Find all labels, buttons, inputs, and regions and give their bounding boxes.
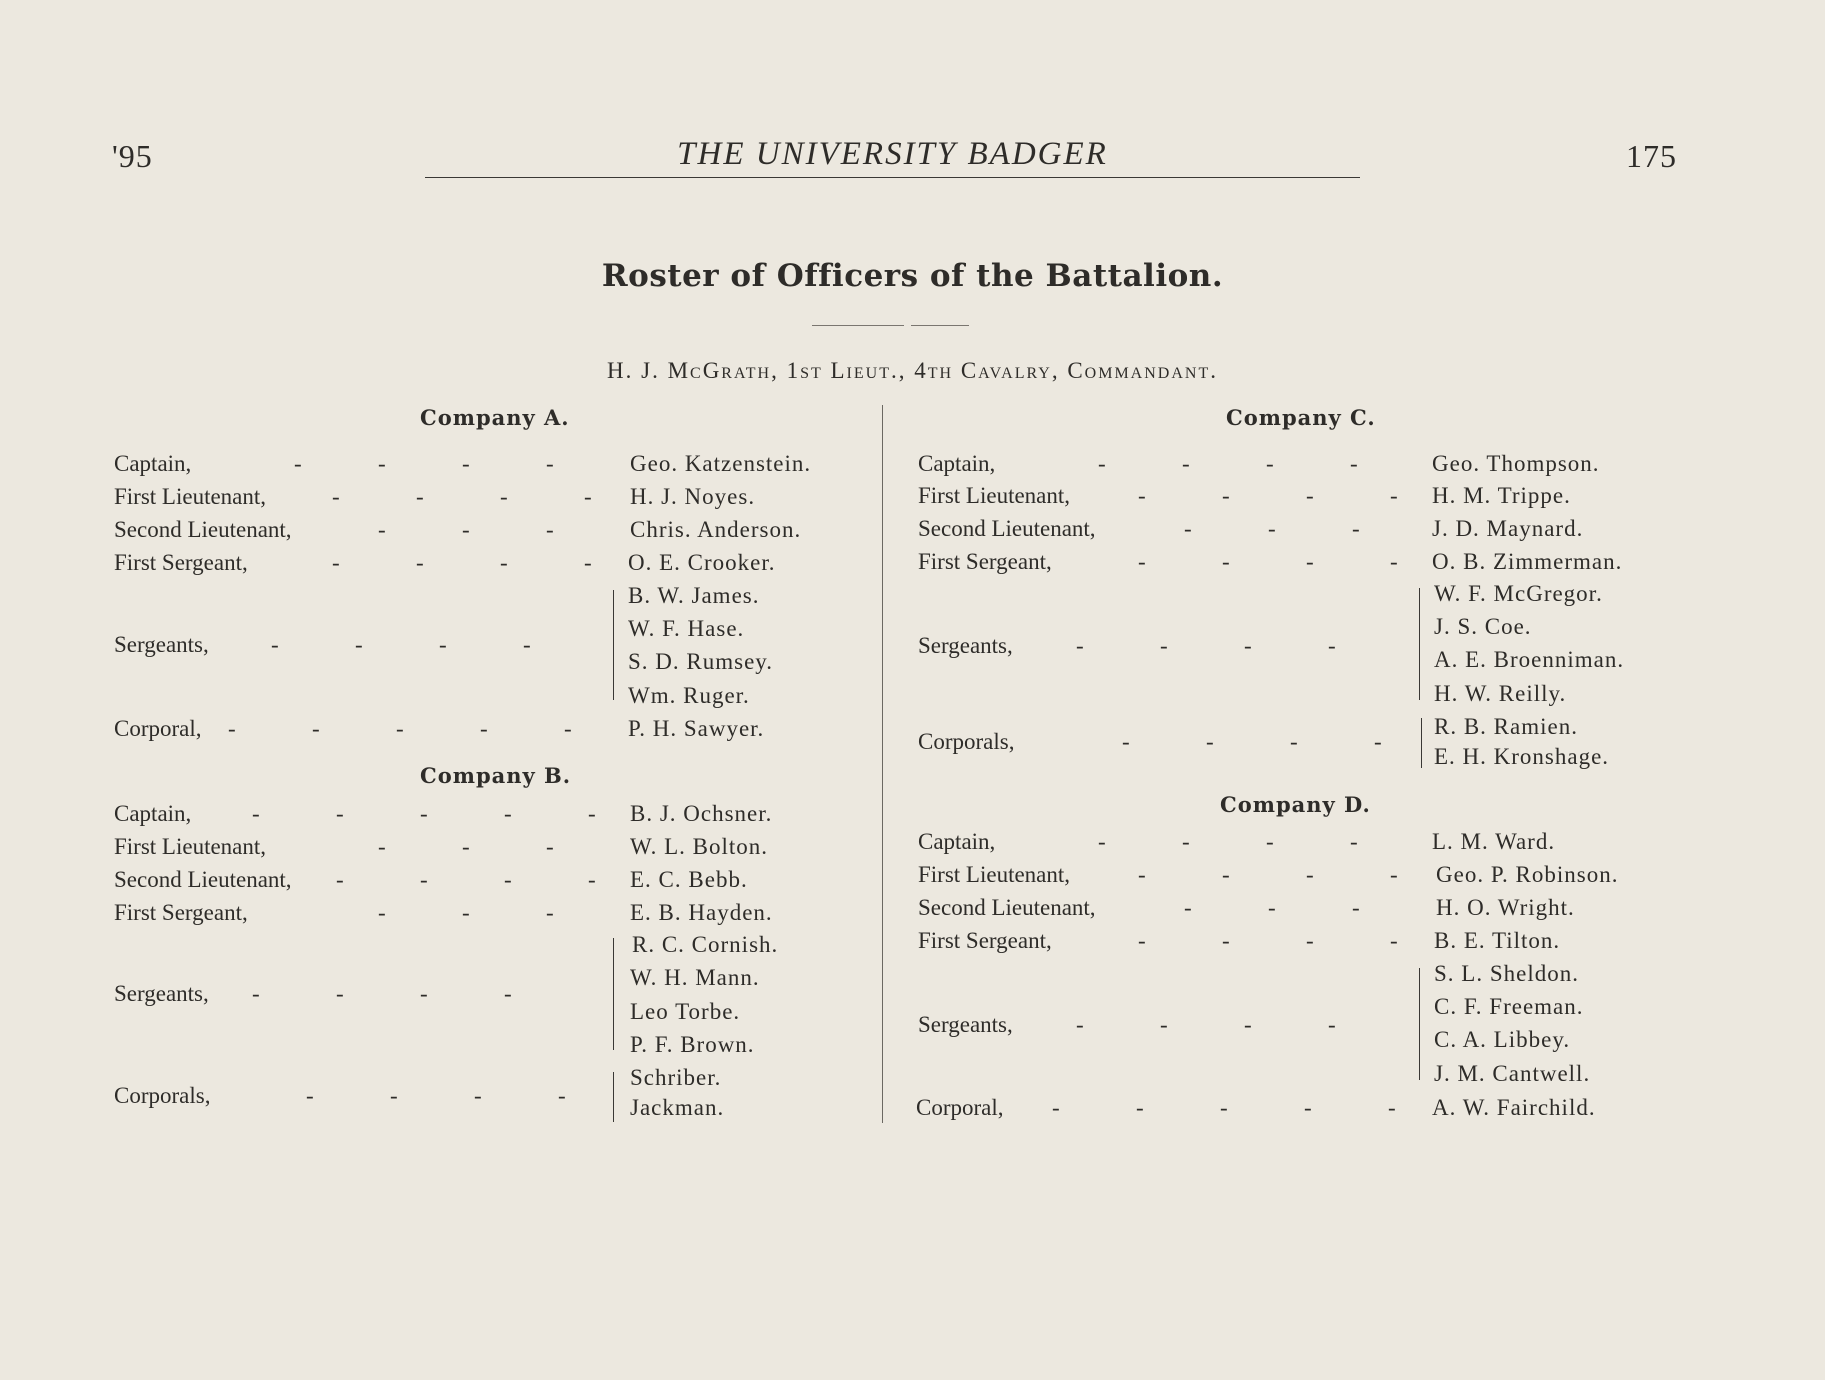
leader-dashes: - - - - (1098, 829, 1358, 854)
commandant-line: H. J. McGrath, 1st Lieut., 4th Cavalry, Commandant. (607, 358, 1218, 383)
leader-dashes: - - - (378, 834, 554, 859)
sergeants-brace (1419, 588, 1420, 700)
header-rule (425, 177, 1360, 178)
leader-dashes: - - - - (1098, 451, 1358, 476)
leader-dashes: - - - - (1076, 1012, 1336, 1037)
sergeants-brace (613, 590, 614, 700)
officer-name: Chris. Anderson. (630, 517, 802, 542)
leader-dashes: - - - - (252, 981, 512, 1006)
officer-name: Geo. Katzenstein. (630, 451, 812, 476)
leader-dashes: - - - - (1076, 633, 1336, 658)
officer-name: Geo. Thompson. (1432, 451, 1600, 476)
officer-name: O. E. Crooker. (628, 550, 776, 575)
rank-label: Corporals, (918, 729, 1015, 754)
rank-label: First Sergeant, (114, 550, 248, 575)
leader-dashes: - - - - - (228, 716, 572, 741)
leader-dashes: - - - - (1138, 483, 1398, 508)
corporals-brace (613, 1072, 614, 1122)
rank-label: First Lieutenant, (918, 862, 1071, 887)
leader-dashes: - - - - (1138, 928, 1398, 953)
rank-label: Captain, (918, 829, 996, 854)
officer-name: E. B. Hayden. (630, 900, 773, 925)
rank-label: First Lieutenant, (918, 483, 1071, 508)
rank-label: Sergeants, (114, 981, 209, 1006)
header-publication-title: THE UNIVERSITY BADGER (677, 136, 1108, 172)
title-rule-right (911, 325, 969, 326)
header-year: '95 (112, 138, 153, 174)
company-d-heading: Company D. (1220, 792, 1371, 817)
rank-label: Sergeants, (918, 1012, 1013, 1037)
officer-name: H. O. Wright. (1436, 895, 1575, 920)
leader-dashes: - - - (378, 900, 554, 925)
company-b-heading: Company B. (420, 763, 572, 788)
rank-label: First Sergeant, (114, 900, 248, 925)
officer-name: Geo. P. Robinson. (1436, 862, 1619, 887)
officer-name: H. J. Noyes. (630, 484, 756, 509)
rank-label: First Sergeant, (918, 928, 1052, 953)
sergeants-brace (613, 938, 614, 1050)
officer-name: B. J. Ochsner. (630, 801, 773, 826)
leader-dashes: - - - - (306, 1083, 566, 1108)
column-divider (882, 405, 883, 1123)
officer-name: H. M. Trippe. (1432, 483, 1571, 508)
rank-label: Second Lieutenant, (114, 867, 292, 892)
rank-label: First Sergeant, (918, 549, 1052, 574)
leader-dashes: - - - - (1138, 862, 1398, 887)
leader-dashes: - - - (1184, 895, 1360, 920)
officer-name: J. D. Maynard. (1432, 516, 1584, 541)
rank-label: Captain, (918, 451, 996, 476)
officer-name: A. W. Fairchild. (1432, 1095, 1596, 1120)
rank-label: Sergeants, (918, 633, 1013, 658)
sergeants-brace (1419, 968, 1420, 1080)
rank-label: Second Lieutenant, (918, 895, 1096, 920)
page-title: Roster of Officers of the Battalion. (601, 258, 1224, 294)
rank-label: Second Lieutenant, (918, 516, 1096, 541)
rank-label: Captain, (114, 451, 192, 476)
officer-name: P. H. Sawyer. (628, 716, 765, 741)
officer-name: E. C. Bebb. (630, 867, 748, 892)
officer-name: O. B. Zimmerman. (1432, 549, 1623, 574)
leader-dashes: - - - - (332, 550, 592, 575)
leader-dashes: - - - - (336, 867, 596, 892)
leader-dashes: - - - - (1138, 549, 1398, 574)
rank-label: First Lieutenant, (114, 484, 267, 509)
leader-dashes: - - - - (294, 451, 554, 476)
rank-label: Corporal, (114, 716, 202, 741)
leader-dashes: - - - (1184, 516, 1360, 541)
book-page: '95 THE UNIVERSITY BADGER 175 Roster of Officers of the Battalion. H. J. McGrath, 1st Lieut., 4th Cavalry, Commandant. Company A. Captain, - - - - Geo. Katzenstein. First Lieutenant, - - - - H. J. Noyes. Second Lieutenant, - - - Chris. Anderson. First Sergeant, - - - - O. E. Crooker. Sergeants, - - - - B. W. James. W. F. Hase. S. D. Rumsey. Wm. Ruger. Corporal, - - - - - P. H. Sawyer. Company B. Captain, - - - - - B. J. Ochsner. First Lieutenant, - - - W. L. Bolton. Second Lieutenant, - - - - E. C. Bebb. First Sergeant, - - - E. B. Hayden. Sergeants, - - - - R. C. Cornish. W. H. Mann. Leo Torbe. P. F. Brown. Corporals, - - - - Schriber. Jackman. Company C. Captain, - - - - Geo. Thompson. First Lieutenant, - - - - H. M. Trippe. Second Lieutenant, - - - J. D. Maynard. First Sergeant, - - - - O. B. Zimmerman. Sergeants, - - - - W. F. McGregor. J. S. Coe. A. E. Broenniman. H. W. Reilly. Corporals, - - - - R. B. Ramien. E. H. Kronshage. Company D. Captain, - - - - L. M. Ward. First Lieutenant, - - - - Geo. P. Robinson. Second Lieutenant, - - - H. O. Wright. First Sergeant, - - - - B. E. Tilton. Sergeants, - - - - S. L. Sheldon. C. F. Freeman. C. A. Libbey. J. M. Cantwell. Corporal, - - - - - A. W. Fairchild. (0, 0, 1825, 1380)
officer-name: W. L. Bolton. (630, 834, 769, 859)
company-a-heading: Company A. (420, 405, 570, 430)
rank-label: Sergeants, (114, 632, 209, 657)
header-page-number: 175 (1626, 138, 1677, 174)
officer-name: L. M. Ward. (1432, 829, 1556, 854)
rank-label: Captain, (114, 801, 192, 826)
leader-dashes: - - - - (332, 484, 592, 509)
leader-dashes: - - - (378, 517, 554, 542)
leader-dashes: - - - - (271, 632, 531, 657)
leader-dashes: - - - - (1122, 729, 1382, 754)
rank-label: Corporals, (114, 1083, 211, 1108)
corporals-brace (1421, 718, 1422, 768)
leader-dashes: - - - - - (1052, 1095, 1396, 1120)
company-c-heading: Company C. (1226, 405, 1376, 430)
rank-label: Second Lieutenant, (114, 517, 292, 542)
leader-dashes: - - - - - (252, 801, 596, 826)
rank-label: First Lieutenant, (114, 834, 267, 859)
title-rule-left (812, 325, 904, 326)
rank-label: Corporal, (916, 1095, 1004, 1120)
officer-name: B. E. Tilton. (1434, 928, 1561, 953)
